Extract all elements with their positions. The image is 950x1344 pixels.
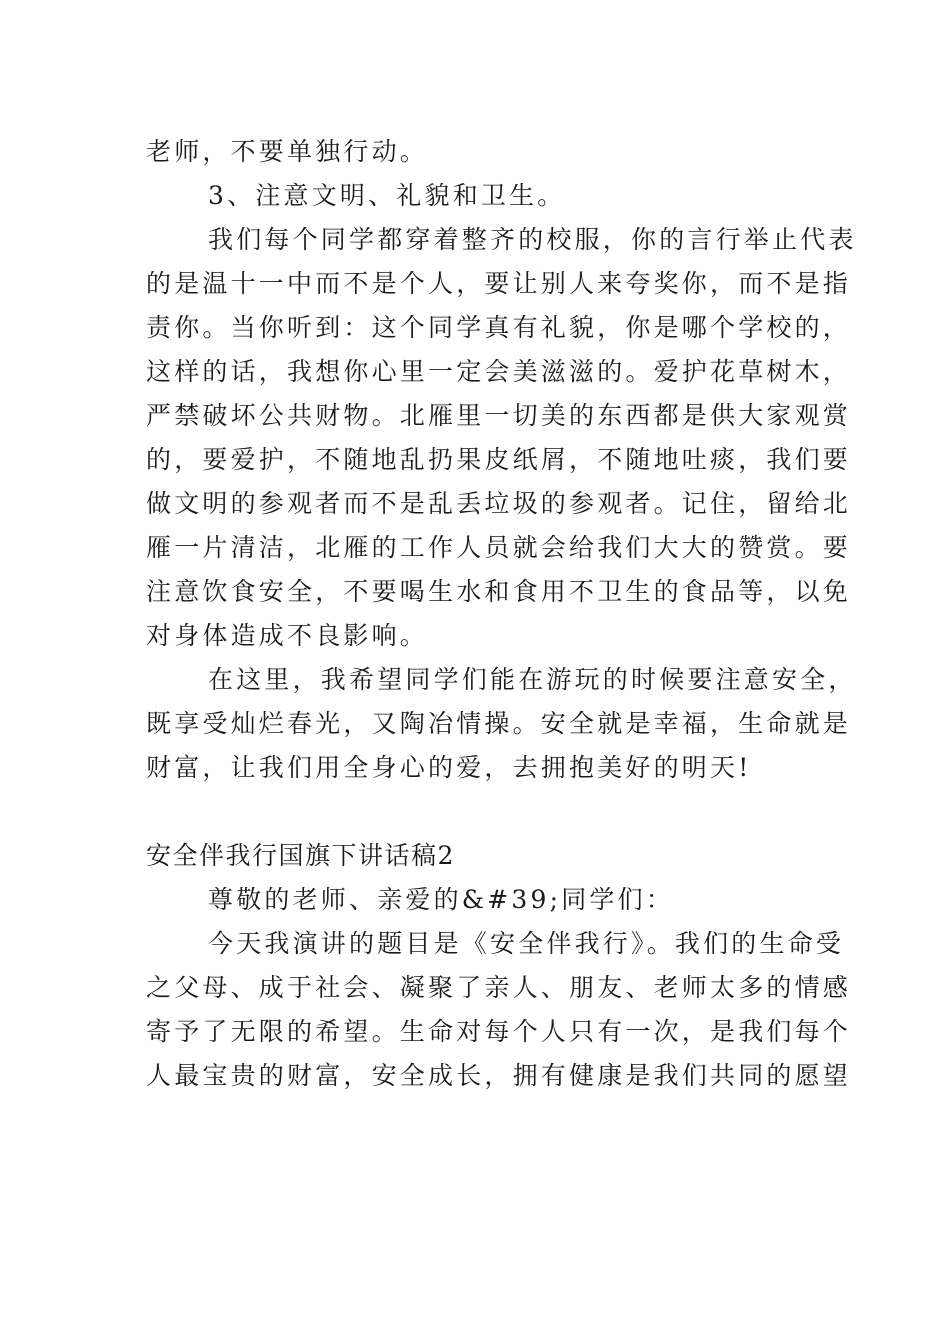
section-title: 安全伴我行国旗下讲话稿2 [146,841,455,870]
text-line: 财富，让我们用全身心的爱，去拥抱美好的明天! [146,753,752,782]
text-line: 严禁破坏公共财物。北雁里一切美的东西都是供大家观赏 [146,401,852,430]
section-gap [146,790,808,834]
paragraph-start-line: 今天我演讲的题目是《安全伴我行》。我们的生命受 [208,929,845,958]
salutation-line: 尊敬的老师、亲爱的&#39;同学们： [208,885,675,914]
list-item-heading: 3、注意文明、礼貌和卫生。 [208,181,566,210]
text-line: 对身体造成不良影响。 [146,621,429,650]
text-line: 人最宝贵的财富，安全成长，拥有健康是我们共同的愿望 [146,1061,852,1090]
text-line: 雁一片清洁，北雁的工作人员就会给我们大大的赞赏。要 [146,533,852,562]
text-line: 的，要爱护，不随地乱扔果皮纸屑，不随地吐痰，我们要 [146,445,852,474]
text-line: 注意饮食安全，不要喝生水和食用不卫生的食品等，以免 [146,577,852,606]
text-line: 做文明的参观者而不是乱丢垃圾的参观者。记住，留给北 [146,489,852,518]
text-line: 既享受灿烂春光，又陶冶情操。安全就是幸福，生命就是 [146,709,852,738]
document-body [146,130,857,1098]
text-line: 责你。当你听到：这个同学真有礼貌，你是哪个学校的， [146,313,852,342]
paragraph-start-line: 我们每个同学都穿着整齐的校服，你的言行举止代表 [208,225,857,254]
text-line: 之父母、成于社会、凝聚了亲人、朋友、老师太多的情感 [146,973,852,1002]
paragraph-start-line: 在这里，我希望同学们能在游玩的时候要注意安全， [208,665,857,694]
text-line: 寄予了无限的希望。生命对每个人只有一次，是我们每个 [146,1017,852,1046]
text-line: 这样的话，我想你心里一定会美滋滋的。爱护花草树木， [146,357,852,386]
text-line: 的是温十一中而不是个人，要让别人来夸奖你，而不是指 [146,269,852,298]
text-line: 老师，不要单独行动。 [146,137,429,166]
